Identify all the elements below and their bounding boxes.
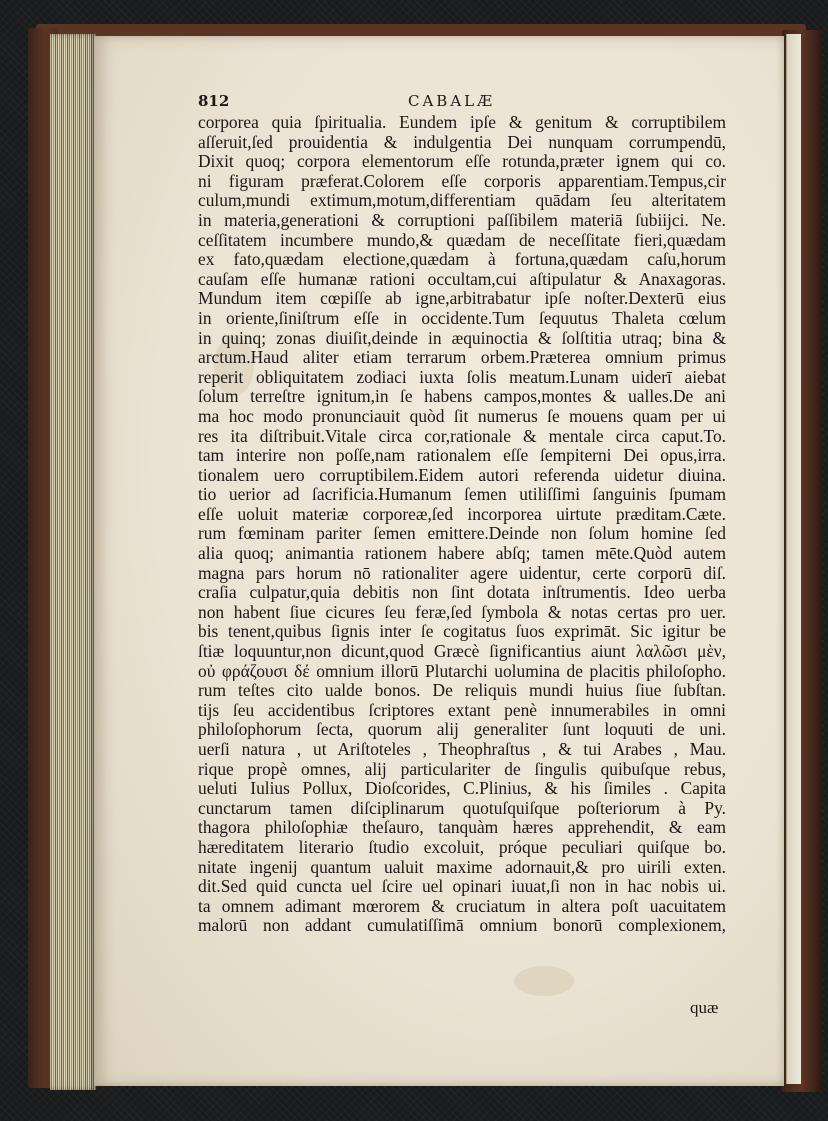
text-line: ueluti Iulius Pollux, Dioſcorides, C.Plinius, & his ſimiles . Capita (198, 778, 726, 799)
text-line: cauſam eſſe humanæ rationi occultam,cui aſtipulatur & Anaxagoras. (198, 268, 726, 289)
text-line: eſſe uoluit materiæ corporeæ,ſed incorporea uirtute prӕditam.Cӕte. (198, 503, 726, 524)
body-text (198, 113, 726, 936)
text-line: hæreditatem literario ſtudio excoluit, próque peculiari quiſque bo. (198, 836, 726, 857)
text-line: culum,mundi extimum,motum,differentiam quādam ſeu alteritatem (198, 190, 726, 211)
catchword: quæ (690, 998, 719, 1017)
text-line: in quinq; zonas diuiſit,deinde in æquinoctia & ſolſtitia utraq; bina & (198, 327, 726, 348)
text-line: nitate ingenĳ quantum ualuit maxime adornauit,& pro uirili exten. (198, 856, 726, 877)
text-line: ſtiæ loquuntur,non dicunt,quod Græcè ſignificantius aiunt λαλῶσι μὲν, (198, 641, 726, 662)
text-line: in oriente,ſiniſtrum eſſe in occidente.Tum ſequutus Thaleta cœlum (198, 307, 726, 328)
text-line: tionalem uero corruptibilem.Eidem autori referenda uidetur diuina. (198, 464, 726, 485)
text-line: ex fato,quædam electione,quædam à fortuna,quædam caſu,horum (198, 249, 726, 270)
text-line: Mundum item cœpiſſe ab igne,arbitrabatur ipſe noſter.Dexterū eius (198, 288, 726, 309)
text-line: tam interire non poſſe,nam rationalem eſſe ſempiterni Dei opus,irra. (198, 445, 726, 466)
page-header (198, 92, 758, 114)
text-line: ma hoc modo pronunciauit quòd ſit numerus ſe mouens quam per ui (198, 405, 726, 426)
facing-page-edge (786, 34, 801, 1084)
text-line: thagora philoſophiæ theſauro, tanquàm hæres apprehendit, & eam (198, 817, 726, 838)
text-line: rum fœminam pariter ſemen emittere.Deinde non ſolum homine ſed (198, 523, 726, 544)
text-line: craſia culpatur,quia debitis non ſint dotata inſtrumentis. Ideo uerba (198, 582, 726, 603)
text-line: corporea quia ſpiritualia. Eundem ipſe & genitum & corruptibilem (198, 112, 726, 132)
page-fore-edge (50, 34, 96, 1090)
text-line: philoſophorum ſecta, quorum alĳ generaliter ſunt loquuti de uni. (198, 719, 726, 740)
text-line: res ita diſtribuit.Vitale circa cor,rationale & mentale circa caput.To. (198, 425, 726, 446)
folio-number: 812 (198, 92, 230, 110)
text-line: tĳs ſeu accidentibus ſcriptores extant penè innumerabiles in omni (198, 699, 726, 720)
text-line: rum teſtes cito ualde bonos. De reliquis mundi huius ſiue ſubſtan. (198, 680, 726, 701)
text-line: aſſeruit,ſed prouidentia & indulgentia Dei nunquam corrumpendū, (198, 131, 726, 152)
text-line: ceſſitatem incumbere mundo,& quædam de neceſſitate fieri,quӕdam (198, 229, 726, 250)
text-line: in materia,generationi & corruptioni paſſibilem materiā ſubiĳci. Ne. (198, 209, 726, 230)
text-line: malorū non addant cumulatiſſimā omnium bonorū complexionem, (198, 915, 726, 936)
text-line: ta omnem adimant mœrorem & cruciatum in altera poſt uacuitatem (198, 895, 726, 916)
text-line: dit.Sed quid cuncta uel ſcire uel opinari iuuat,ſi non in hac nobis ui. (198, 876, 726, 897)
text-line: ni figuram præferat.Colorem eſſe corporis apparentiam.Tempus,cir (198, 170, 726, 191)
text-line: Dixit quoq; corpora elementorum eſſe rotunda,prӕter ignem qui co. (198, 151, 726, 172)
text-line: bis tenent,quibus ſignis inter ſe cogitatus ſuos exprimāt. Sic igitur be (198, 621, 726, 642)
paper-stain (514, 966, 574, 996)
text-line: uerſi natura , ut Ariſtoteles , Theophraſtus , & tui Arabes , Mau. (198, 739, 726, 759)
text-line: rique propè omnes, alĳ particulariter de ſingulis quibuſque rebus, (198, 758, 726, 779)
text-line: reperit obliquitatem zodiaci iuxta ſolis meatum.Lunam uiderī aiebat (198, 366, 726, 387)
text-line: οὐ φράζουσι δέ omnium illorū Plutarchi uolumina de placitis philoſopho. (198, 660, 726, 681)
text-line: tio uerior ad ſacrificia.Humanum ſemen utiliſſimi ſanguinis ſpumam (198, 484, 726, 505)
text-line: arctum.Haud aliter etiam terrarum orbem.Prӕterea omnium primus (198, 347, 726, 368)
text-line: alia quoq; animantia rationem habere abſq; tamen mēte.Quòd autem (198, 543, 726, 564)
running-title: CABALÆ (408, 92, 496, 110)
text-line: ſolum terreſtre ignitum,in ſe habens campos,montes & ualles.De ani (198, 386, 726, 407)
text-line: magna pars horum nō rationaliter agere uidentur, certe corporū diſ. (198, 562, 726, 583)
text-line: cunctarum tamen diſciplinarum quotuſquiſque poſteriorum à Py. (198, 797, 726, 818)
text-line: non habent ſiue cicures ſeu feræ,ſed ſymbola & notas certas pro uer. (198, 601, 726, 622)
